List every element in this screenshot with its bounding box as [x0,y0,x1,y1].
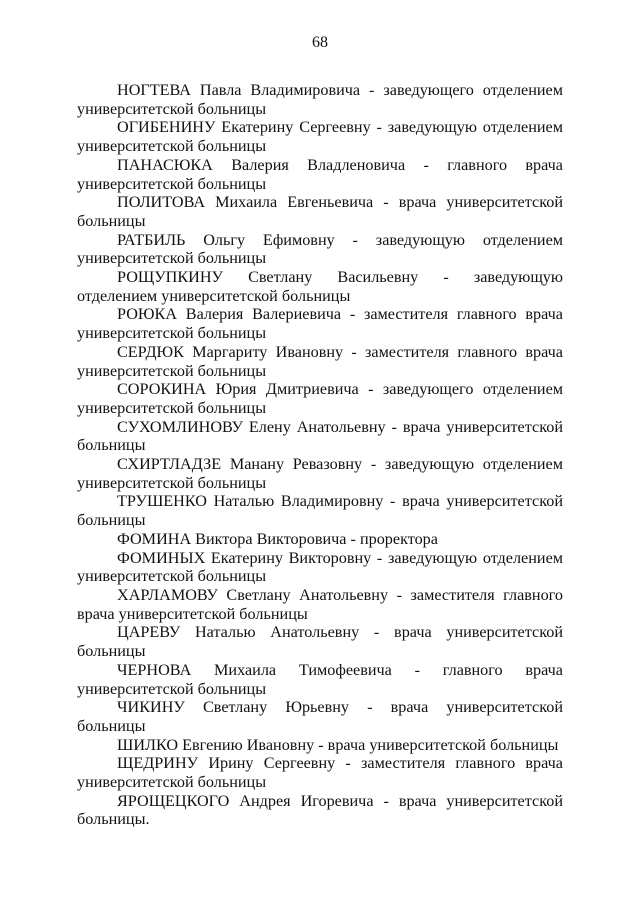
list-item: ЦАРЕВУ Наталью Анатольевну - врача университетской больницы [77,623,563,661]
list-item: СОРОКИНА Юрия Дмитриевича - заведующего отделением университетской больницы [77,380,563,417]
list-item: ЩЕДРИНУ Ирину Сергеевну - заместителя главного врача университетской больницы [77,754,563,792]
list-item: ЧИКИНУ Светлану Юрьевну - врача университетской больницы [77,698,563,735]
list-item: ЧЕРНОВА Михаила Тимофеевича - главного врача университетской больницы [77,660,563,698]
list-item: ШИЛКО Евгению Ивановну - врача университетской больницы [117,735,559,754]
list-item: НОГТЕВА Павла Владимировича - заведующего отделением университетской больницы [77,81,563,118]
list-item: ТРУШЕНКО Наталью Владимировну - врача университетской больницы [77,492,563,530]
list-item: СХИРТЛАДЗЕ Манану Ревазовну - заведующую отделением университетской больницы [77,455,563,492]
list-item: ФОМИНЫХ Екатерину Викторовну - заведующую отделением университетской больницы [77,548,563,586]
page-number: 68 [312,34,328,51]
list-item: РОЮКА Валерия Валериевича - заместителя главного врача университетской больницы [77,305,563,343]
list-item: ЯРОЩЕЦКОГО Андрея Игоревича - врача университетской больницы. [77,791,563,829]
list-item: СЕРДЮК Маргариту Ивановну - заместителя главного врача университетской больницы [77,342,563,380]
list-item: РАТБИЛЬ Ольгу Ефимовну - заведующую отделением университетской больницы [77,230,563,268]
entries-list [77,81,563,829]
list-item: ФОМИНА Виктора Викторовича - проректора [117,529,438,548]
list-item: ХАРЛАМОВУ Светлану Анатольевну - заместителя главного врача университетской больницы [77,585,563,623]
list-item: СУХОМЛИНОВУ Елену Анатольевну - врача университетской больницы [77,417,563,455]
list-item: ОГИБЕНИНУ Екатерину Сергеевну - заведующую отделением университетской больницы [77,118,563,156]
list-item: РОЩУПКИНУ Светлану Васильевну - заведующую отделением университетской больницы [77,268,563,305]
list-item: ПАНАСЮКА Валерия Владленовича - главного врача университетской больницы [77,155,563,193]
list-item: ПОЛИТОВА Михаила Евгеньевича - врача университетской больницы [77,193,563,230]
